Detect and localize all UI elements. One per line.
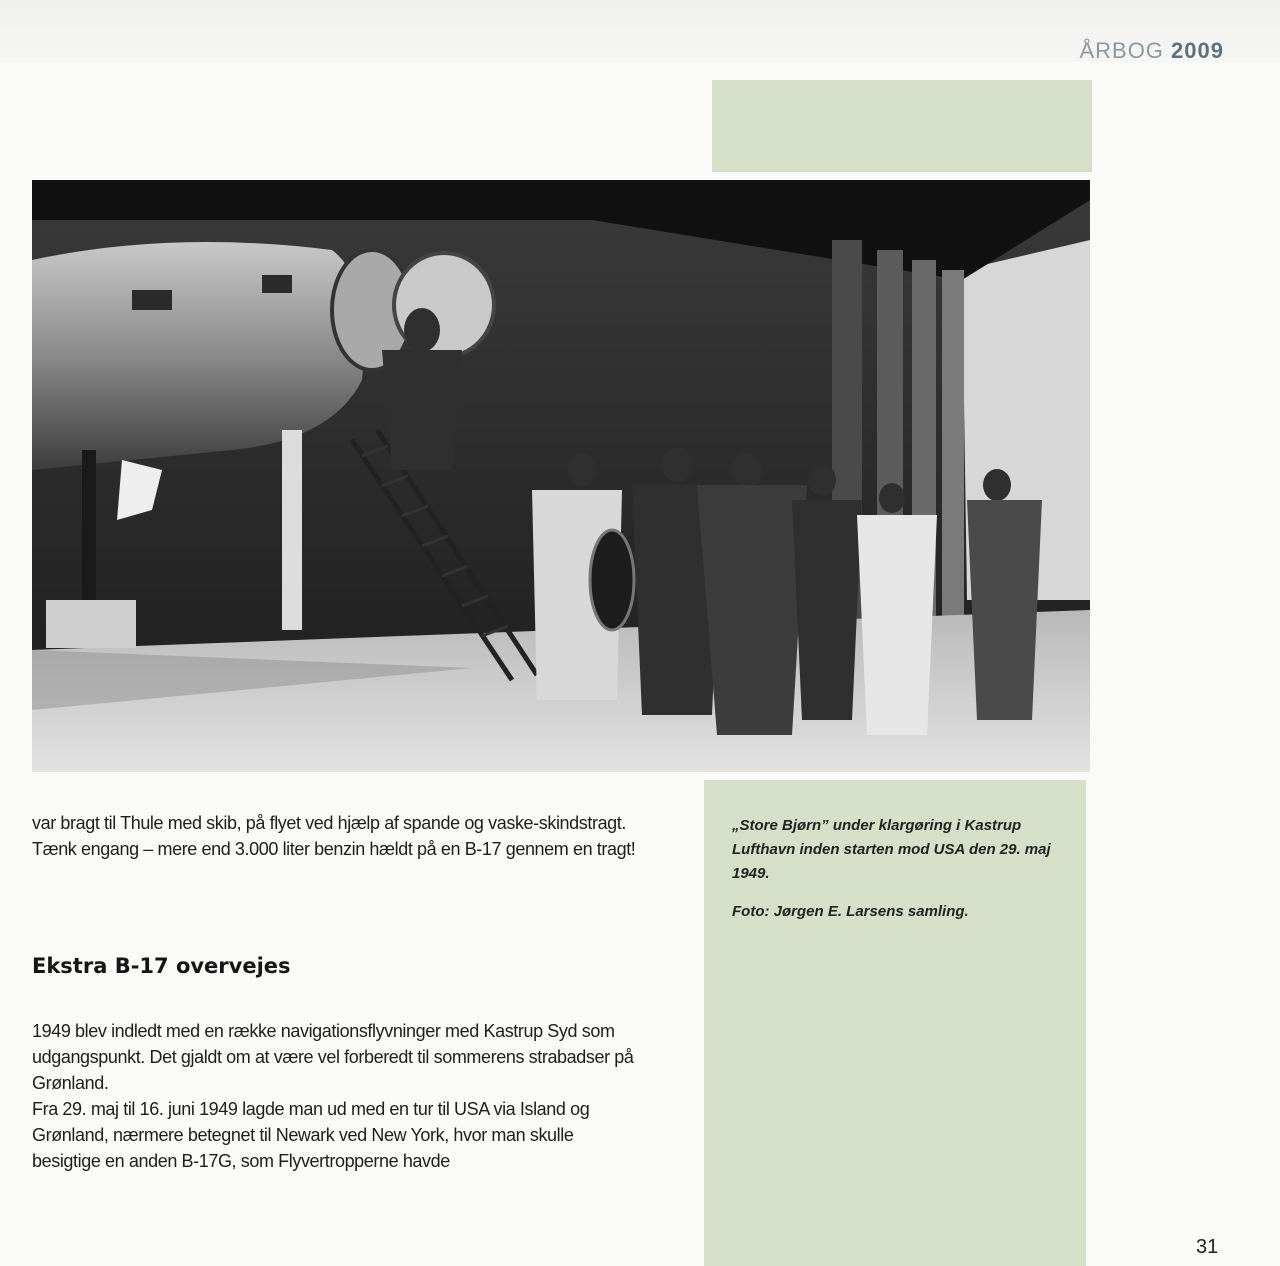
- running-header: [1079, 38, 1224, 64]
- intro-paragraph-block: [32, 810, 638, 862]
- section-body: [32, 1018, 638, 1174]
- caption-panel: [704, 780, 1086, 1266]
- intro-paragraph: var bragt til Thule med skib, på flyet ved hjælp af spande og vaske-skindstragt. Tænk engang – mere end 3.000 liter benzin hældt på en B-17 gennem en tragt!: [32, 813, 636, 859]
- section-paragraph-1: 1949 blev indledt med en række navigationsflyvninger med Kastrup Syd som udgangspunkt. Det gjaldt om at være vel forberedt til sommerens strabadser på Grønland.: [32, 1021, 634, 1093]
- section-heading: Ekstra B-17 overvejes: [32, 954, 291, 978]
- photo-caption: „Store Bjørn” under klargøring i Kastrup Lufthavn inden starten mod USA den 29. maj 1949.: [732, 817, 1051, 882]
- photo-credit: Foto: Jørgen E. Larsens samling.: [732, 903, 969, 920]
- header-label: ÅRBOG: [1079, 38, 1164, 63]
- page-number: 31: [1196, 1236, 1219, 1258]
- section-paragraph-2: Fra 29. maj til 16. juni 1949 lagde man ud med en tur til USA via Island og Grønland, nærmere betegnet til Newark ved New York, hvor man skulle besigtige en anden B-17G, som Flyvertropperne havde: [32, 1099, 590, 1171]
- green-accent-block: [712, 80, 1092, 172]
- aircraft-hangar-photo: [32, 180, 1090, 772]
- header-year: 2009: [1171, 38, 1224, 63]
